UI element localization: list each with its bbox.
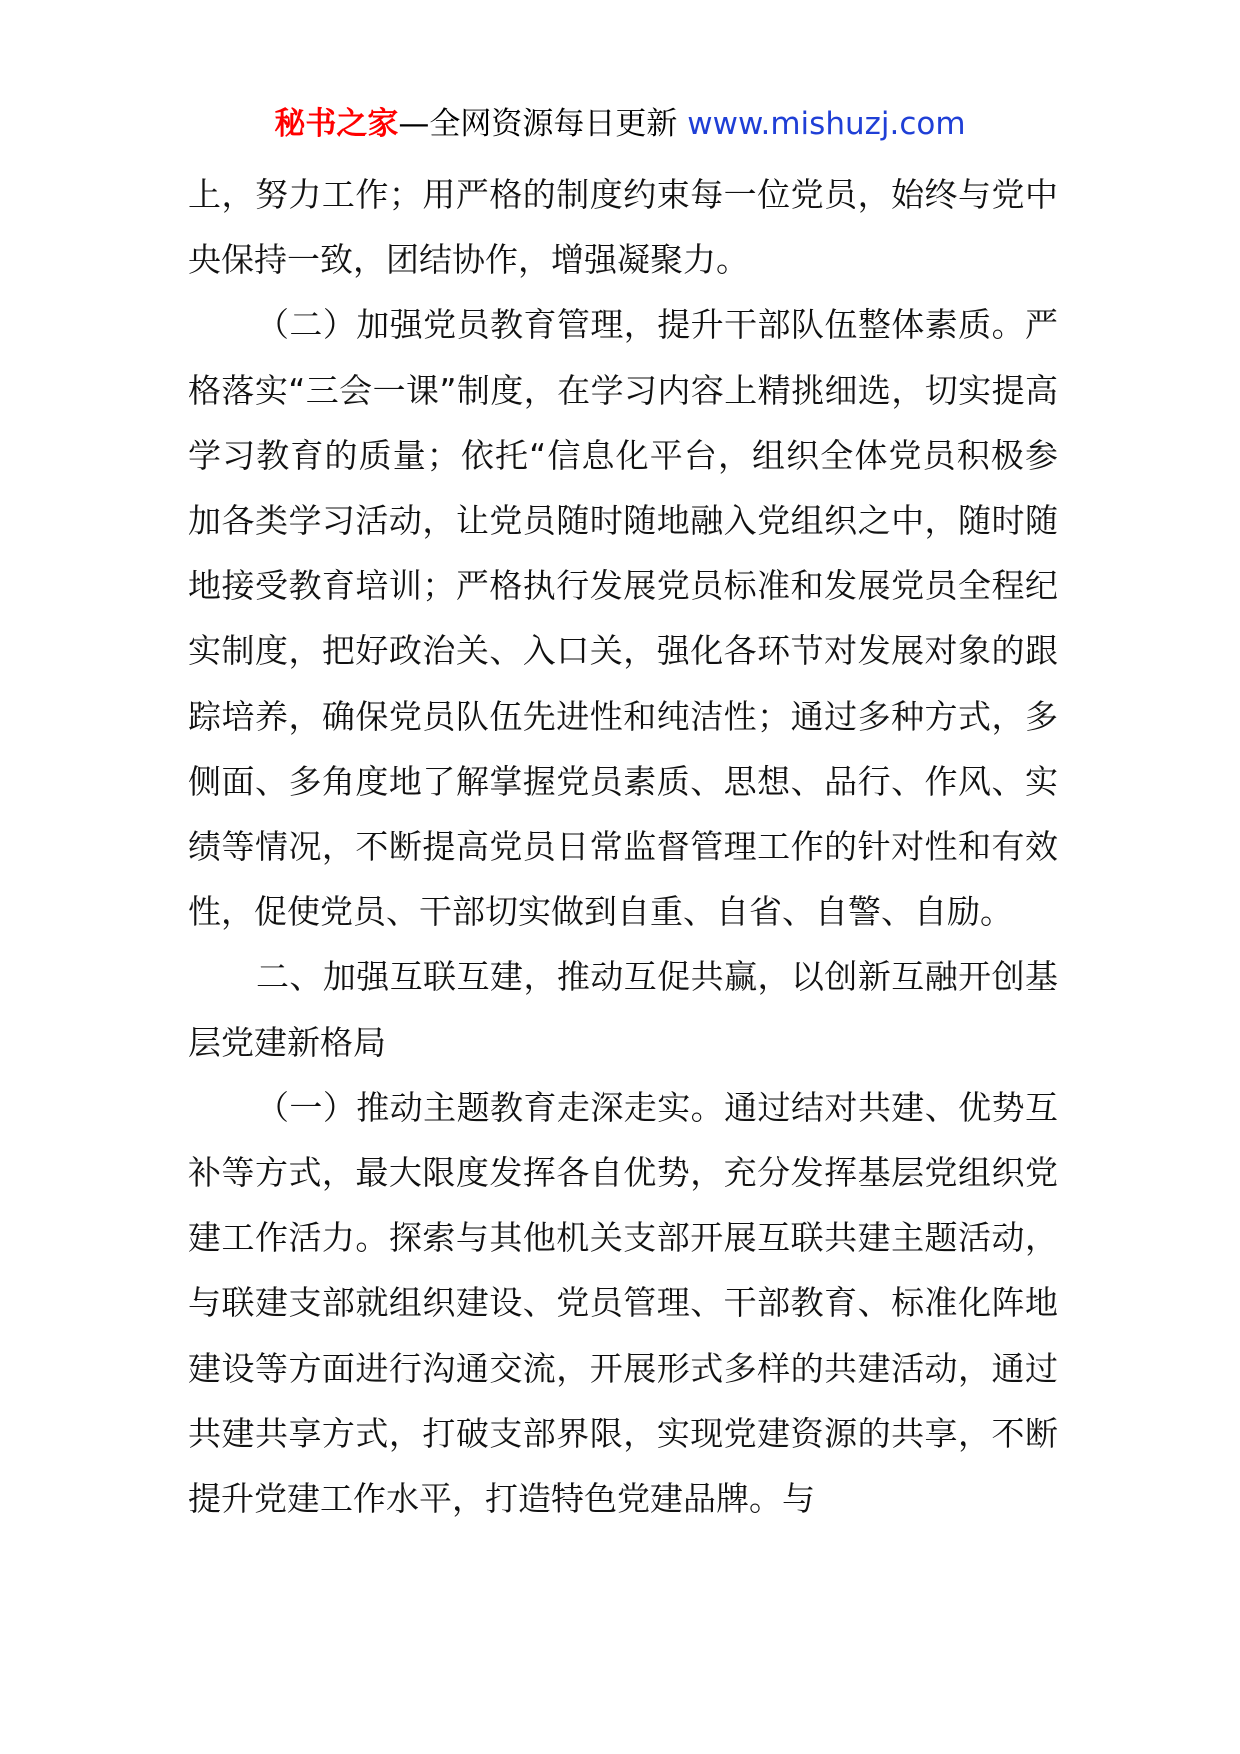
page-header bbox=[0, 102, 1240, 146]
header-slogan: —全网资源每日更新 bbox=[398, 106, 688, 142]
paragraph-section-1: （一）推动主题教育走深走实。通过结对共建、优势互补等方式，最大限度发挥各自优势，充分发挥基层党组织党建工作活力。探索与其他机关支部开展互联共建主题活动，与联建支部就组织建设、党员管理、干部教育、标准化阵地建设等方面进行沟通交流，开展形式多样的共建活动，通过共建共享方式，打破支部界限，实现党建资源的共享，不断提升党建工作水平，打造特色党建品牌。与 bbox=[188, 1087, 1058, 1519]
header-brand: 秘书之家 bbox=[274, 106, 399, 142]
paragraph-section-2: （二）加强党员教育管理，提升干部队伍整体素质。严格落实“三会一课”制度，在学习内容上精挑细选，切实提高学习教育的质量；依托“信息化平台，组织全体党员积极参加各类学习活动，让党员随时随地融入党组织之中，随时随地接受教育培训；严格执行发展党员标准和发展党员全程纪实制度，把好政治关、入口关，强化各环节对发展对象的跟踪培养，确保党员队伍先进性和纯洁性；通过多种方式，多侧面、多角度地了解掌握党员素质、思想、品行、作风、实绩等情况，不断提高党员日常监督管理工作的针对性和有效性，促使党员、干部切实做到自重、自省、自警、自励。 bbox=[188, 305, 1058, 932]
paragraph-continuation: 上，努力工作；用严格的制度约束每一位党员，始终与党中央保持一致，团结协作，增强凝聚力。 bbox=[188, 175, 1058, 280]
header-url-link[interactable]: www.mishuzj.com bbox=[687, 106, 966, 142]
section-heading: 二、加强互联互建，推动互促共赢，以创新互融开创基层党建新格局 bbox=[188, 957, 1058, 1062]
document-body bbox=[188, 162, 1058, 1531]
